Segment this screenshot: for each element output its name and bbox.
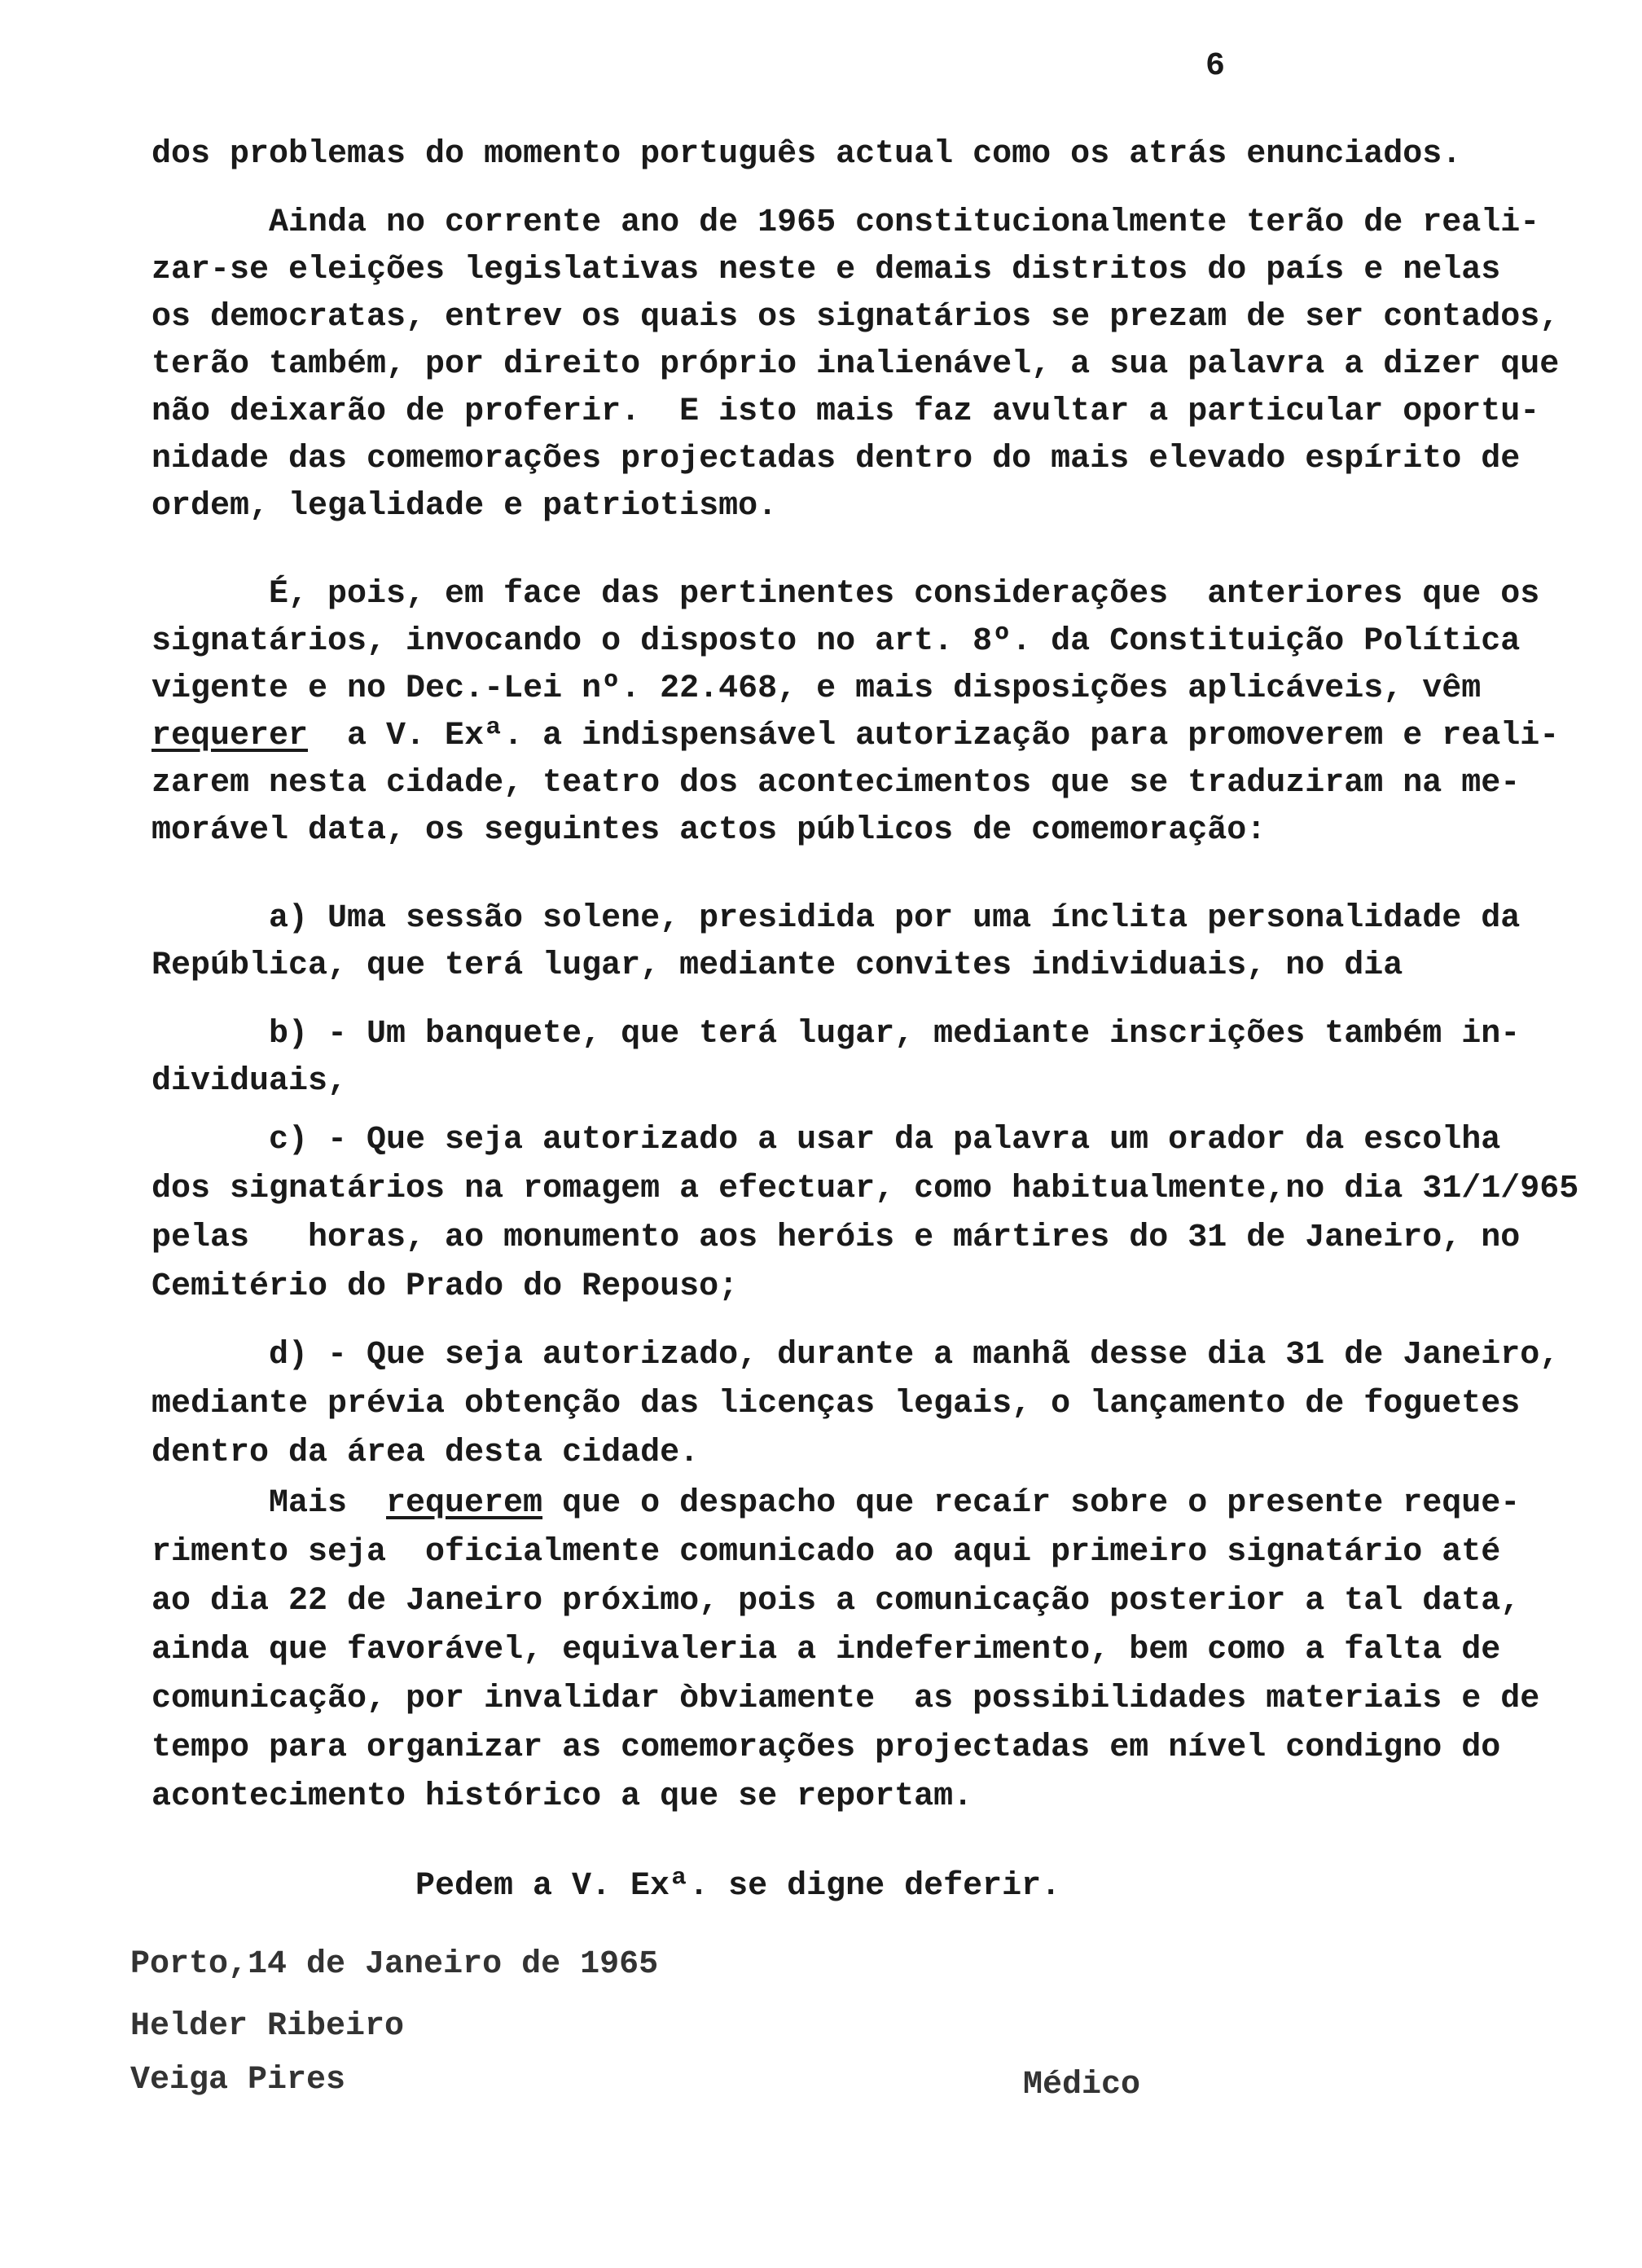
- p2-line: É, pois, em face das pertinentes considerações anteriores que os: [269, 576, 1540, 613]
- signatory-profession: Médico: [1023, 2067, 1141, 2103]
- p1-line: nidade das comemorações projectadas dentro do mais elevado espírito de: [151, 441, 1521, 477]
- p2-line-rest: a indispensável autorização para promoverem e reali-: [542, 718, 1560, 754]
- p3-line: ainda que favorável, equivaleria a indeferimento, bem como a falta de: [151, 1632, 1501, 1668]
- p1-line: não deixarão de proferir. E isto mais faz avultar a particular oportu-: [151, 393, 1540, 430]
- signatory-name: Helder Ribeiro: [130, 2008, 405, 2045]
- p1-line: Ainda no corrente ano de 1965 constitucionalmente terão de reali-: [269, 204, 1540, 241]
- item-c-line: pelas horas, ao monumento aos heróis e mártires do 31 de Janeiro, no: [151, 1220, 1521, 1256]
- p3-line: rimento seja oficialmente comunicado ao aqui primeiro signatário até: [151, 1534, 1501, 1571]
- p2-after-underline: a V. Exª.: [308, 718, 524, 754]
- p2-line: morável data, os seguintes actos públicos de comemoração:: [151, 812, 1267, 849]
- page-number: 6: [1205, 48, 1226, 85]
- p3-line: comunicação, por invalidar òbviamente as possibilidades materiais e de: [151, 1681, 1540, 1717]
- p3-first-line: [269, 1479, 1520, 1528]
- p3-line: tempo para organizar as comemorações projectadas em nível condigno do: [151, 1730, 1501, 1766]
- item-a-line: a) Uma sessão solene, presidida por uma ínclita personalidade da: [269, 900, 1521, 937]
- item-d-line: d) - Que seja autorizado, durante a manhã desse dia 31 de Janeiro,: [269, 1337, 1560, 1374]
- intro-line: dos problemas do momento português actual como os atrás enunciados.: [151, 136, 1462, 173]
- item-c-line: dos signatários na romagem a efectuar, como habitualmente,no dia 31/1/965: [151, 1171, 1579, 1207]
- item-c-line: c) - Que seja autorizado a usar da palavra um orador da escolha: [269, 1122, 1501, 1158]
- p3-line: acontecimento histórico a que se reportam.: [151, 1778, 973, 1815]
- closing-line: Pedem a V. Exª. se digne deferir.: [415, 1868, 1061, 1905]
- p2-line: signatários, invocando o disposto no art. 8º. da Constituição Política: [151, 623, 1521, 660]
- item-c-line: Cemitério do Prado do Repouso;: [151, 1268, 739, 1305]
- p1-line: zar-se eleições legislativas neste e demais distritos do país e nelas: [151, 252, 1501, 288]
- item-a-line: República, que terá lugar, mediante convites individuais, no dia: [151, 947, 1403, 984]
- underlined-word: requerem: [386, 1485, 543, 1522]
- item-d-line: mediante prévia obtenção das licenças legais, o lançamento de foguetes: [151, 1386, 1521, 1422]
- p1-line: ordem, legalidade e patriotismo.: [151, 488, 778, 525]
- p2-line: vigente e no Dec.-Lei nº. 22.468, e mais disposições aplicáveis, vêm: [151, 670, 1482, 707]
- underlined-word: requerer: [151, 718, 309, 754]
- p2-line-underlined: [151, 712, 1559, 761]
- p1-line: terão também, por direito próprio inalienável, a sua palavra a dizer que: [151, 346, 1560, 383]
- item-b-line: b) - Um banquete, que terá lugar, mediante inscrições também in-: [269, 1016, 1521, 1053]
- signatory-name: Veiga Pires: [130, 2062, 346, 2099]
- item-b-line: dividuais,: [151, 1063, 348, 1100]
- item-d-line: dentro da área desta cidade.: [151, 1435, 700, 1471]
- p2-line: zarem nesta cidade, teatro dos acontecimentos que se traduziram na me-: [151, 765, 1521, 802]
- p3-first-rest: que o despacho que recaír sobre o presente reque-: [542, 1485, 1521, 1522]
- place-date: Porto,14 de Janeiro de 1965: [130, 1946, 659, 1983]
- p3-line: ao dia 22 de Janeiro próximo, pois a comunicação posterior a tal data,: [151, 1583, 1521, 1620]
- p3-start: Mais: [269, 1485, 348, 1522]
- p1-line: os democratas, entrev os quais os signatários se prezam de ser contados,: [151, 299, 1560, 336]
